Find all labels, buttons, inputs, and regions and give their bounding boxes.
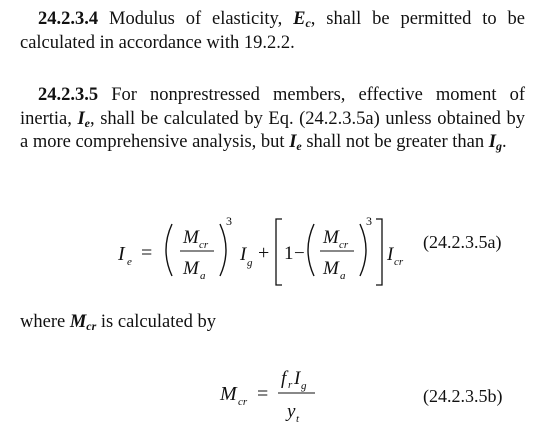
svg-text:−: − bbox=[294, 243, 305, 264]
left-bracket bbox=[276, 219, 282, 285]
section-number: 24.2.3.4 bbox=[38, 9, 99, 29]
svg-text:3: 3 bbox=[366, 214, 372, 228]
svg-text:I: I bbox=[294, 368, 301, 389]
right-paren bbox=[220, 224, 226, 276]
left-paren bbox=[308, 224, 314, 276]
equation-number: (24.2.3.5a) bbox=[423, 232, 502, 252]
where-line: where $M_{cr}$ is calculated by bbox=[20, 312, 216, 333]
svg-text:g: g bbox=[247, 257, 253, 269]
left-paren bbox=[166, 224, 172, 276]
svg-text:a: a bbox=[340, 270, 346, 282]
svg-text:y: y bbox=[287, 401, 296, 422]
svg-text:3: 3 bbox=[226, 214, 232, 228]
svg-text:+: + bbox=[258, 242, 270, 264]
svg-text:M: M bbox=[183, 227, 199, 248]
svg-text:M: M bbox=[183, 258, 199, 279]
mcr-symbol: $M_{cr}$ bbox=[69, 312, 97, 333]
svg-text:cr: cr bbox=[339, 239, 349, 251]
svg-text:a: a bbox=[200, 270, 206, 282]
svg-text:e: e bbox=[127, 256, 132, 268]
ie-symbol: $I_e$ bbox=[289, 132, 302, 153]
svg-text:g: g bbox=[301, 380, 307, 392]
svg-text:I: I bbox=[240, 244, 247, 265]
svg-text:=: = bbox=[257, 383, 269, 405]
modulus-symbol: $E_c$ bbox=[293, 9, 311, 30]
equation-number: (24.2.3.5b) bbox=[423, 386, 503, 406]
svg-text:=: = bbox=[141, 242, 153, 264]
svg-text:I: I bbox=[387, 244, 394, 265]
section-number: 24.2.3.5 bbox=[38, 85, 99, 105]
svg-text:r: r bbox=[288, 379, 293, 391]
ie-symbol: $I_e$ bbox=[77, 108, 90, 130]
section-24-2-3-4: 24.2.3.4 Modulus of elasticity, $E_c$, shall be permitted to be calculated in accordance with 19.2.2. bbox=[20, 9, 525, 53]
right-paren bbox=[360, 224, 366, 276]
svg-text:cr: cr bbox=[199, 239, 209, 251]
ig-symbol: $I_g$ bbox=[488, 132, 502, 153]
svg-text:1: 1 bbox=[284, 243, 294, 264]
section-24-2-3-5: 24.2.3.5 For nonprestressed members, effective moment of inertia, $I_e$, shall be calculated by Eq. (24.2.3.5a) unless obtained by a more comprehensive analysis, but $I_e$ shall not be greater than $I_g$. bbox=[20, 85, 525, 153]
svg-text:M: M bbox=[323, 258, 339, 279]
ie-lhs: I bbox=[118, 243, 125, 265]
svg-text:M: M bbox=[323, 227, 339, 248]
svg-text:M: M bbox=[220, 383, 237, 405]
svg-text:f: f bbox=[281, 368, 287, 389]
right-bracket bbox=[376, 219, 382, 285]
svg-text:cr: cr bbox=[238, 396, 248, 408]
svg-text:t: t bbox=[296, 413, 300, 425]
svg-text:cr: cr bbox=[394, 256, 404, 268]
